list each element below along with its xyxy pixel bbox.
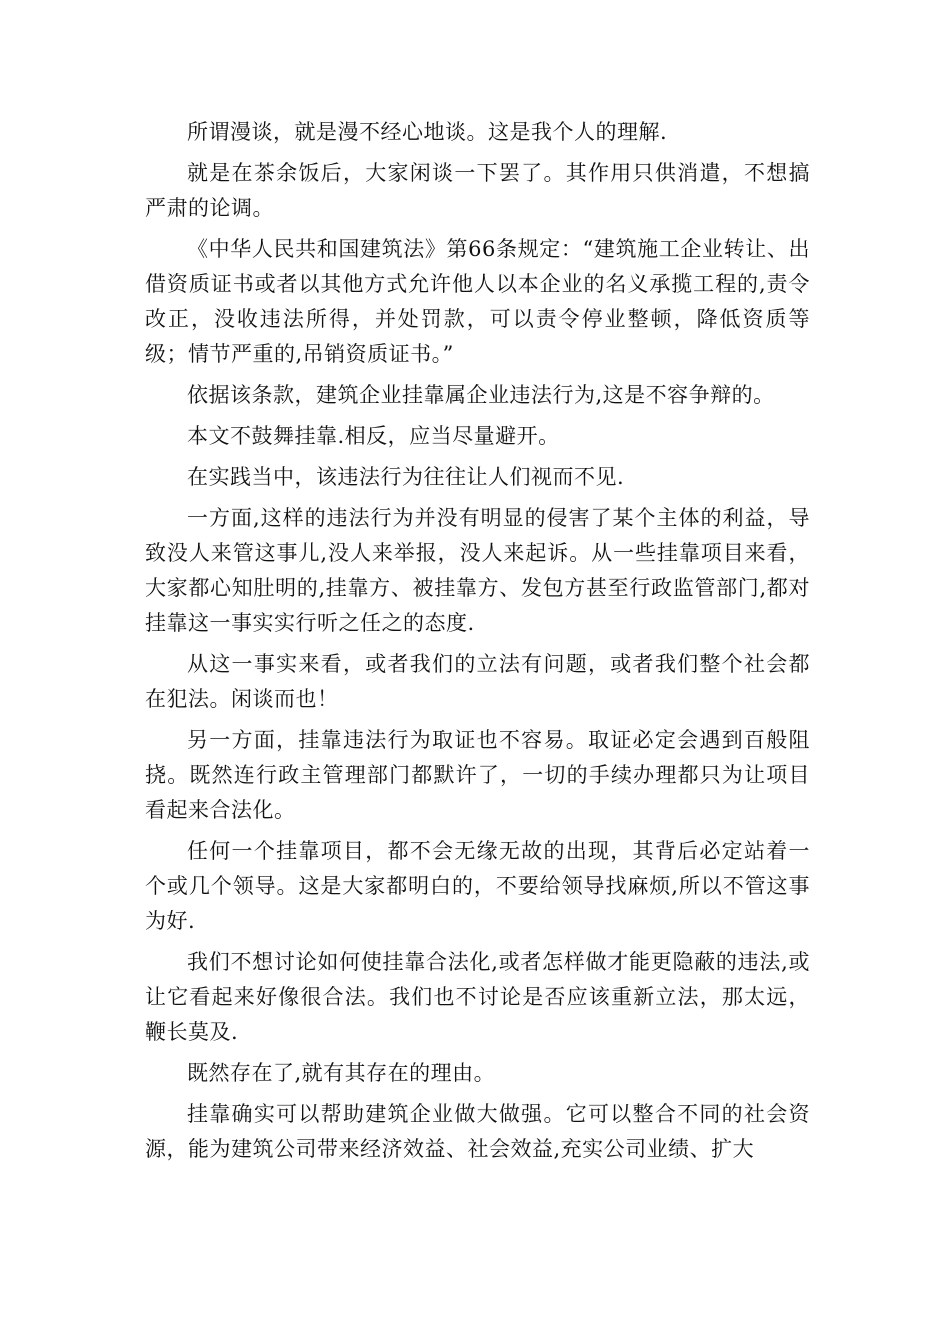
document-body (145, 115, 810, 1173)
paragraph-8: 从这一事实来看，或者我们的立法有问题，或者我们整个社会都在犯法。闲谈而也！ (145, 652, 810, 711)
paragraph-13: 挂靠确实可以帮助建筑企业做大做强。它可以整合不同的社会资源，能为建筑公司带来经济效益、社会效益,充实公司业绩、扩大 (145, 1102, 810, 1161)
paragraph-5: 本文不鼓舞挂靠.相反，应当尽量避开。 (187, 424, 560, 448)
paragraph-1: 所谓漫谈，就是漫不经心地谈。这是我个人的理解. (187, 120, 668, 144)
paragraph-9: 另一方面，挂靠违法行为取证也不容易。取证必定会遇到百般阻挠。既然连行政主管理部门都默许了，一切的手续办理都只为让项目看起来合法化。 (145, 728, 810, 822)
paragraph-10: 任何一个挂靠项目，都不会无缘无故的出现，其背后必定站着一个或几个领导。这是大家都明白的，不要给领导找麻烦,所以不管这事为好. (145, 839, 810, 933)
paragraph-12: 既然存在了,就有其存在的理由。 (187, 1061, 496, 1085)
paragraph-6: 在实践当中，该违法行为往往让人们视而不见. (187, 465, 625, 489)
paragraph-3: 《中华人民共和国建筑法》第66条规定：“建筑施工企业转让、出借资质证书或者以其他方式允许他人以本企业的名义承揽工程的,责令改正，没收违法所得，并处罚款，可以责令停业整顿，降低资质等级；情节严重的,吊销资质证书。” (145, 237, 810, 366)
paragraph-11: 我们不想讨论如何使挂靠合法化,或者怎样做才能更隐蔽的违法,或让它看起来好像很合法。我们也不讨论是否应该重新立法，那太远，鞭长莫及. (145, 950, 810, 1044)
paragraph-7: 一方面,这样的违法行为并没有明显的侵害了某个主体的利益，导致没人来管这事儿,没人来举报，没人来起诉。从一些挂靠项目来看，大家都心知肚明的,挂靠方、被挂靠方、发包方甚至行政监管部门,都对挂靠这一事实实行听之任之的态度. (145, 506, 810, 635)
paragraph-2: 就是在茶余饭后，大家闲谈一下罢了。其作用只供消遣，不想搞严肃的论调。 (145, 161, 810, 220)
paragraph-4: 依据该条款，建筑企业挂靠属企业违法行为,这是不容争辩的。 (187, 383, 775, 407)
